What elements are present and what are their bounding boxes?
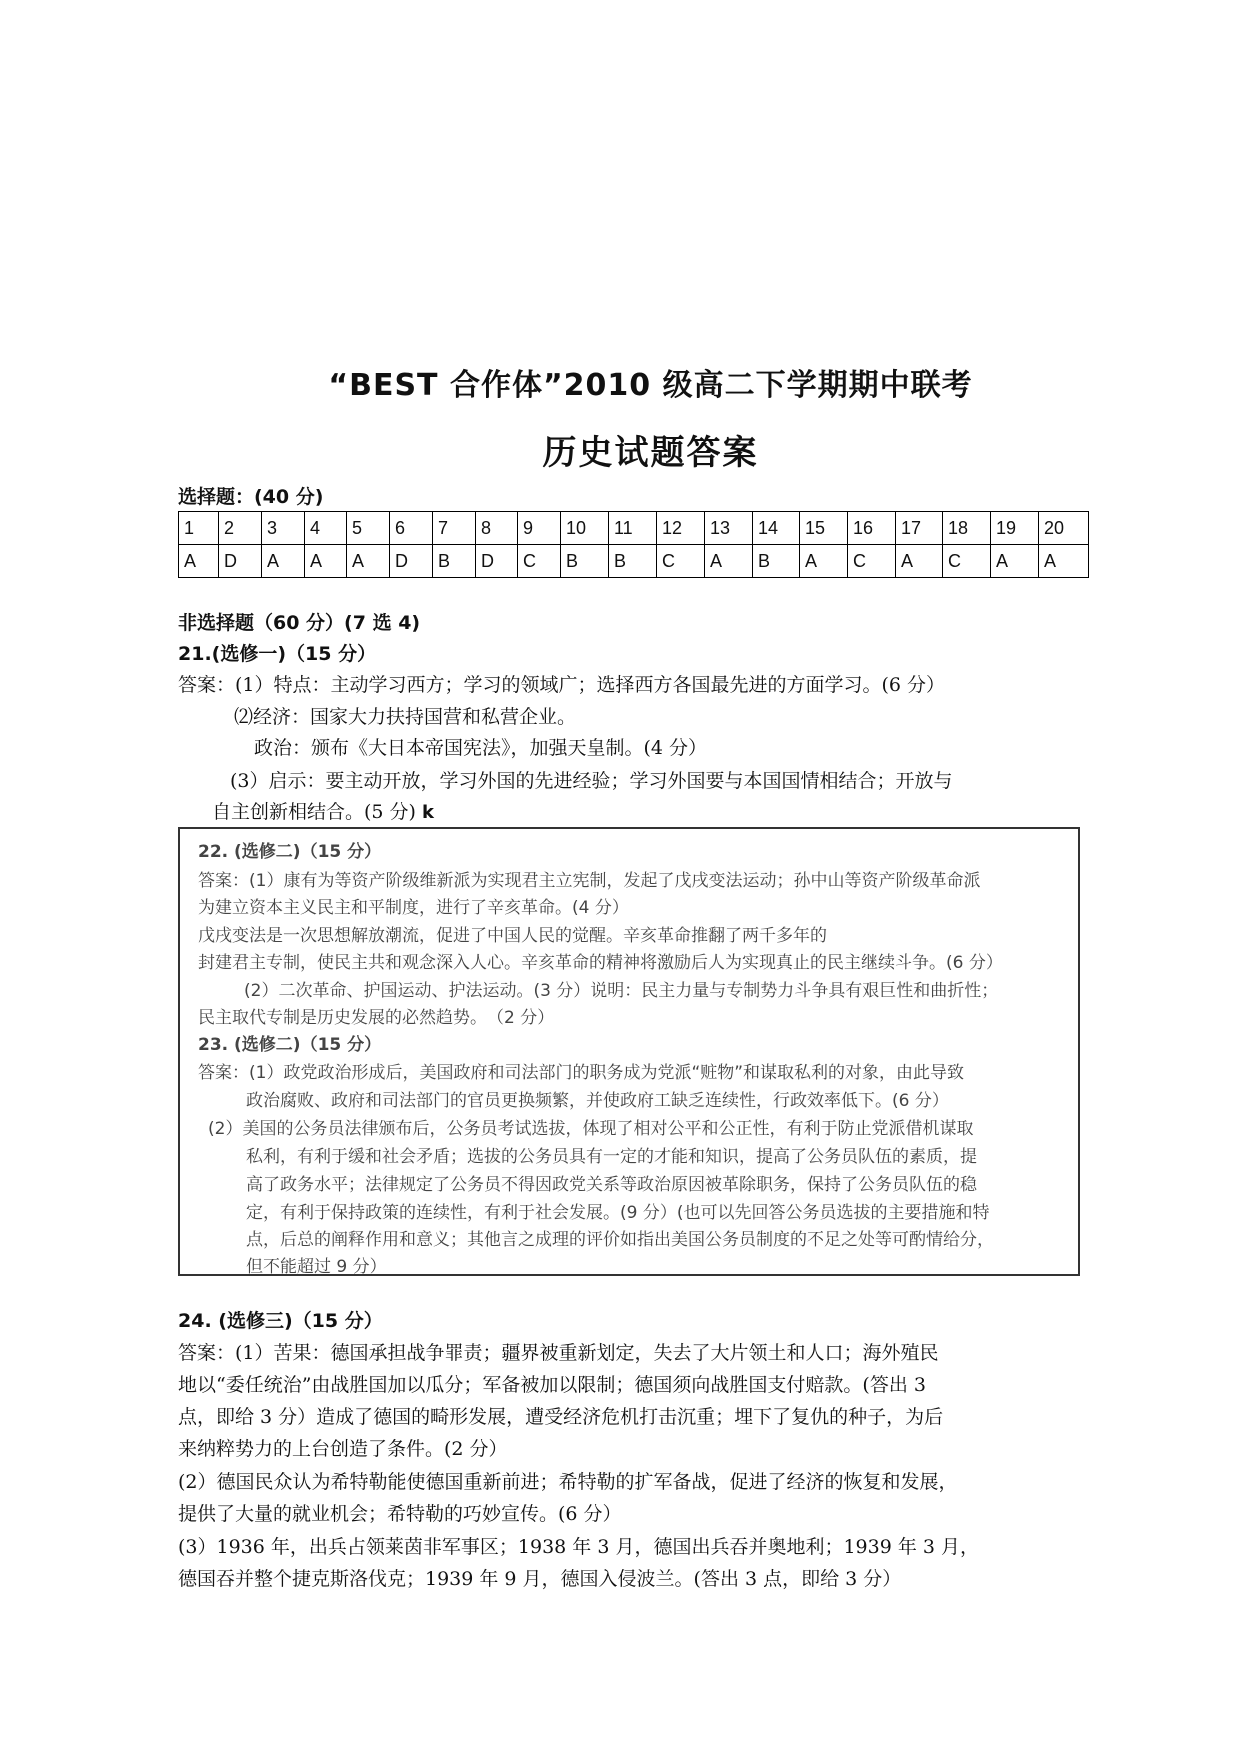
answer-cell: A — [179, 545, 219, 578]
q23-line-6: 定，有利于保持政策的连续性，有利于社会发展。(9 分）(也可以先回答公务员选拔的主要措施和特 — [246, 1203, 990, 1223]
question-number-cell: 20 — [1039, 512, 1089, 545]
q21-mark: k — [422, 802, 434, 823]
question-number-cell: 2 — [219, 512, 262, 545]
question-number-cell: 1 — [179, 512, 219, 545]
answer-cell: A — [305, 545, 347, 578]
q23-line-2: 政治腐败、政府和司法部门的官员更换频繁，并使政府工缺乏连续性，行政效率低下。(6 分） — [246, 1091, 949, 1111]
question-number-cell: 16 — [848, 512, 896, 545]
q24-line-2: 地以“委任统治”由战胜国加以瓜分；军备被加以限制；德国须向战胜国支付赔款。(答出 3 — [178, 1374, 926, 1396]
scanned-answer-box — [178, 827, 1080, 1276]
question-number-cell: 9 — [518, 512, 561, 545]
answer-row — [179, 545, 1089, 578]
q21-line-3: 政治：颁布《大日本帝国宪法》，加强天皇制。(4 分） — [254, 737, 708, 759]
q23-line-8: 但不能超过 9 分） — [246, 1257, 387, 1277]
answer-cell: B — [753, 545, 800, 578]
q24-line-6: 提供了大量的就业机会；希特勒的巧妙宣传。(6 分） — [178, 1503, 622, 1525]
exam-subtitle: 历史试题答案 — [542, 433, 759, 473]
question-number-cell: 14 — [753, 512, 800, 545]
exam-title: “BEST 合作体”2010 级高二下学期期中联考 — [328, 368, 973, 403]
q23-line-5: 高了政务水平；法律规定了公务员不得因政党关系等政治原因被革除职务，保持了公务员队伍的稳 — [246, 1175, 977, 1195]
q21-line-4: (3）启示：要主动开放，学习外国的先进经验；学习外国要与本国国情相结合；开放与 — [230, 770, 953, 792]
q21-heading: 21.(选修一)（15 分） — [178, 643, 377, 665]
q24-line-1: 答案：(1）苦果：德国承担战争罪责；疆界被重新划定，失去了大片领土和人口；海外殖民 — [178, 1342, 939, 1364]
answer-cell: B — [609, 545, 657, 578]
answer-cell: A — [991, 545, 1039, 578]
answer-cell: D — [219, 545, 262, 578]
q21-line-5 — [212, 797, 434, 824]
q24-line-3: 点，即给 3 分）造成了德国的畸形发展，遭受经济危机打击沉重；埋下了复仇的种子，为后 — [178, 1406, 944, 1428]
q22-line-3: 戊戌变法是一次思想解放潮流，促进了中国人民的觉醒。辛亥革命推翻了两千多年的 — [198, 926, 827, 946]
answer-cell: C — [943, 545, 991, 578]
question-number-cell: 7 — [433, 512, 476, 545]
question-number-cell: 19 — [991, 512, 1039, 545]
question-number-cell: 17 — [896, 512, 943, 545]
answer-table — [178, 511, 1089, 578]
question-number-cell: 11 — [609, 512, 657, 545]
q22-line-6: 民主取代专制是历史发展的必然趋势。 （2 分） — [198, 1008, 555, 1028]
answer-cell: C — [518, 545, 561, 578]
question-number-row — [179, 512, 1089, 545]
q24-line-5: (2）德国民众认为希特勒能使德国重新前进；希特勒的扩军备战，促进了经济的恢复和发展， — [178, 1471, 958, 1493]
question-number-cell: 5 — [347, 512, 390, 545]
q24-line-4: 来纳粹势力的上台创造了条件。(2 分） — [178, 1438, 508, 1460]
q23-line-7: 点，后总的阐释作用和意义；其他言之成理的评价如指出美国公务员制度的不足之处等可酌情给分， — [246, 1230, 994, 1250]
question-number-cell: 6 — [390, 512, 433, 545]
q22-line-1: 答案：(1）康有为等资产阶级维新派为实现君主立宪制，发起了戊戌变法运动；孙中山等资产阶级革命派 — [198, 871, 981, 891]
answer-cell: D — [390, 545, 433, 578]
answer-cell: D — [476, 545, 518, 578]
q21-line-2: ⑵经济：国家大力扶持国营和私营企业。 — [234, 706, 577, 728]
answer-cell: A — [262, 545, 305, 578]
q23-line-1: 答案：(1）政党政治形成后，美国政府和司法部门的职务成为党派“赃物”和谋取私利的对象，由此导致 — [198, 1063, 965, 1083]
q22-line-5: (2）二次革命、护国运动、护法运动。(3 分）说明：民主力量与专制势力斗争具有艰巨性和曲折性； — [244, 981, 999, 1001]
answer-cell: B — [561, 545, 609, 578]
q24-heading: 24. (选修三)（15 分） — [178, 1310, 383, 1332]
question-number-cell: 4 — [305, 512, 347, 545]
q21-line-5-text: 自主创新相结合。(5 分) — [212, 801, 416, 823]
question-number-cell: 13 — [705, 512, 753, 545]
q21-line-1: 答案：(1）特点：主动学习西方；学习的领域广；选择西方各国最先进的方面学习。(6 分） — [178, 674, 946, 696]
q24-line-7: (3）1936 年，出兵占领莱茵非军事区；1938 年 3 月，德国出兵吞并奥地利；1939 年 3 月， — [178, 1536, 980, 1558]
q23-line-4: 私利，有利于缓和社会矛盾；选拔的公务员具有一定的才能和知识，提高了公务员队伍的素质，提 — [246, 1147, 977, 1167]
answer-cell: A — [800, 545, 848, 578]
question-number-cell: 18 — [943, 512, 991, 545]
q24-line-8: 德国吞并整个捷克斯洛伐克；1939 年 9 月，德国入侵波兰。(答出 3 点，即给 3 分） — [178, 1568, 902, 1590]
q23-line-3: (2）美国的公务员法律颁布后，公务员考试选拔，体现了相对公平和公正性，有利于防止党派借机谋取 — [208, 1119, 974, 1139]
answer-cell: A — [705, 545, 753, 578]
q22-line-2: 为建立资本主义民主和平制度，进行了辛亥革命。(4 分） — [198, 898, 629, 918]
q22-line-4: 封建君主专制，使民主共和观念深入人心。辛亥革命的精神将激励后人为实现真止的民主继续斗争。(6 分） — [198, 953, 1003, 973]
answer-cell: C — [657, 545, 705, 578]
answer-cell: A — [347, 545, 390, 578]
q23-heading: 23. (选修二)（15 分） — [198, 1035, 382, 1055]
answer-cell: C — [848, 545, 896, 578]
question-number-cell: 3 — [262, 512, 305, 545]
answer-cell: A — [896, 545, 943, 578]
question-number-cell: 10 — [561, 512, 609, 545]
q22-heading: 22. (选修二)（15 分） — [198, 842, 382, 862]
answer-cell: B — [433, 545, 476, 578]
answer-cell: A — [1039, 545, 1089, 578]
question-number-cell: 15 — [800, 512, 848, 545]
question-number-cell: 8 — [476, 512, 518, 545]
non-choice-heading: 非选择题（60 分）(7 选 4) — [178, 612, 421, 634]
question-number-cell: 12 — [657, 512, 705, 545]
multiple-choice-heading: 选择题：(40 分) — [178, 486, 324, 508]
